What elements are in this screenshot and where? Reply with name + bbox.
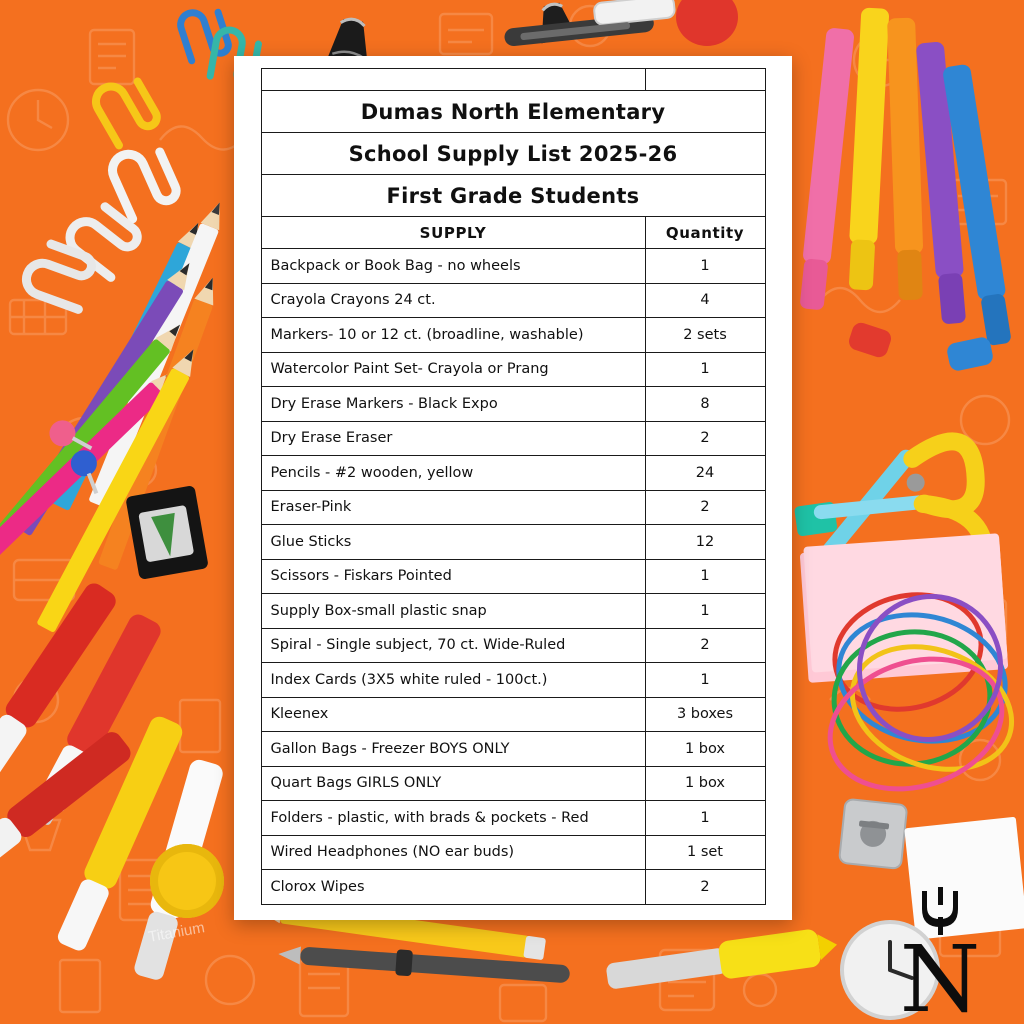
column-header-quantity: Quantity	[645, 217, 765, 249]
supply-quantity: 12	[645, 525, 765, 560]
trident-n-logo	[876, 881, 1006, 1016]
table-row	[261, 628, 765, 663]
table-row	[261, 697, 765, 732]
supply-name: Folders - plastic, with brads & pockets - Red	[261, 801, 645, 836]
supply-name: Supply Box-small plastic snap	[261, 594, 645, 629]
table-row	[261, 490, 765, 525]
table-row	[261, 387, 765, 422]
supply-quantity: 4	[645, 283, 765, 318]
rubber-bands	[812, 548, 1024, 800]
title-row-2	[261, 133, 765, 175]
document-title-line-2: School Supply List 2025-26	[261, 133, 765, 175]
table-row	[261, 249, 765, 284]
table-row	[261, 525, 765, 560]
supply-quantity: 2	[645, 628, 765, 663]
document-title-line-1: Dumas North Elementary	[261, 91, 765, 133]
table-row	[261, 870, 765, 905]
watermark-label: Titanium	[146, 919, 207, 946]
supply-name: Dry Erase Eraser	[261, 421, 645, 456]
supply-quantity: 1 box	[645, 732, 765, 767]
supply-quantity: 1	[645, 801, 765, 836]
supply-name: Index Cards (3X5 white ruled - 100ct.)	[261, 663, 645, 698]
logo-letter: N	[899, 926, 981, 1016]
supply-quantity: 8	[645, 387, 765, 422]
table-row	[261, 835, 765, 870]
supply-name: Backpack or Book Bag - no wheels	[261, 249, 645, 284]
supply-quantity: 24	[645, 456, 765, 491]
supply-quantity: 1	[645, 594, 765, 629]
supply-name: Scissors - Fiskars Pointed	[261, 559, 645, 594]
supply-quantity: 1	[645, 559, 765, 594]
table-row	[261, 456, 765, 491]
pencil-sharpener-black	[121, 479, 220, 584]
yellow-lid	[150, 844, 224, 918]
supply-name: Pencils - #2 wooden, yellow	[261, 456, 645, 491]
table-row	[261, 318, 765, 353]
supply-quantity: 1 set	[645, 835, 765, 870]
table-row	[261, 594, 765, 629]
supply-quantity: 1	[645, 352, 765, 387]
supply-name: Glue Sticks	[261, 525, 645, 560]
strip-cell-right	[645, 69, 765, 91]
supply-name: Eraser-Pink	[261, 490, 645, 525]
title-row-3	[261, 175, 765, 217]
supply-quantity: 2	[645, 490, 765, 525]
table-row	[261, 283, 765, 318]
table-row	[261, 352, 765, 387]
table-row	[261, 559, 765, 594]
supply-name: Kleenex	[261, 697, 645, 732]
strip-cell-left	[261, 69, 645, 91]
table-row	[261, 663, 765, 698]
supply-quantity: 1	[645, 249, 765, 284]
supply-name: Clorox Wipes	[261, 870, 645, 905]
supply-quantity: 1 box	[645, 766, 765, 801]
document-title-line-3: First Grade Students	[261, 175, 765, 217]
supply-quantity: 2	[645, 421, 765, 456]
supply-list-document	[234, 56, 792, 920]
table-row	[261, 732, 765, 767]
table-row	[261, 421, 765, 456]
column-header-supply: SUPPLY	[261, 217, 645, 249]
supply-quantity: 2	[645, 870, 765, 905]
supply-name: Quart Bags GIRLS ONLY	[261, 766, 645, 801]
table-row	[261, 801, 765, 836]
supply-name: Wired Headphones (NO ear buds)	[261, 835, 645, 870]
table-row	[261, 766, 765, 801]
supply-quantity: 3 boxes	[645, 697, 765, 732]
supply-name: Dry Erase Markers - Black Expo	[261, 387, 645, 422]
supply-name: Markers- 10 or 12 ct. (broadline, washable)	[261, 318, 645, 353]
supply-quantity: 1	[645, 663, 765, 698]
supply-list-table	[261, 68, 766, 905]
supply-name: Spiral - Single subject, 70 ct. Wide-Ruled	[261, 628, 645, 663]
supply-name: Crayola Crayons 24 ct.	[261, 283, 645, 318]
supply-name: Gallon Bags - Freezer BOYS ONLY	[261, 732, 645, 767]
supply-name: Watercolor Paint Set- Crayola or Prang	[261, 352, 645, 387]
supply-quantity: 2 sets	[645, 318, 765, 353]
title-row-1	[261, 91, 765, 133]
table-header-row	[261, 217, 765, 249]
table-top-strip	[261, 69, 765, 91]
